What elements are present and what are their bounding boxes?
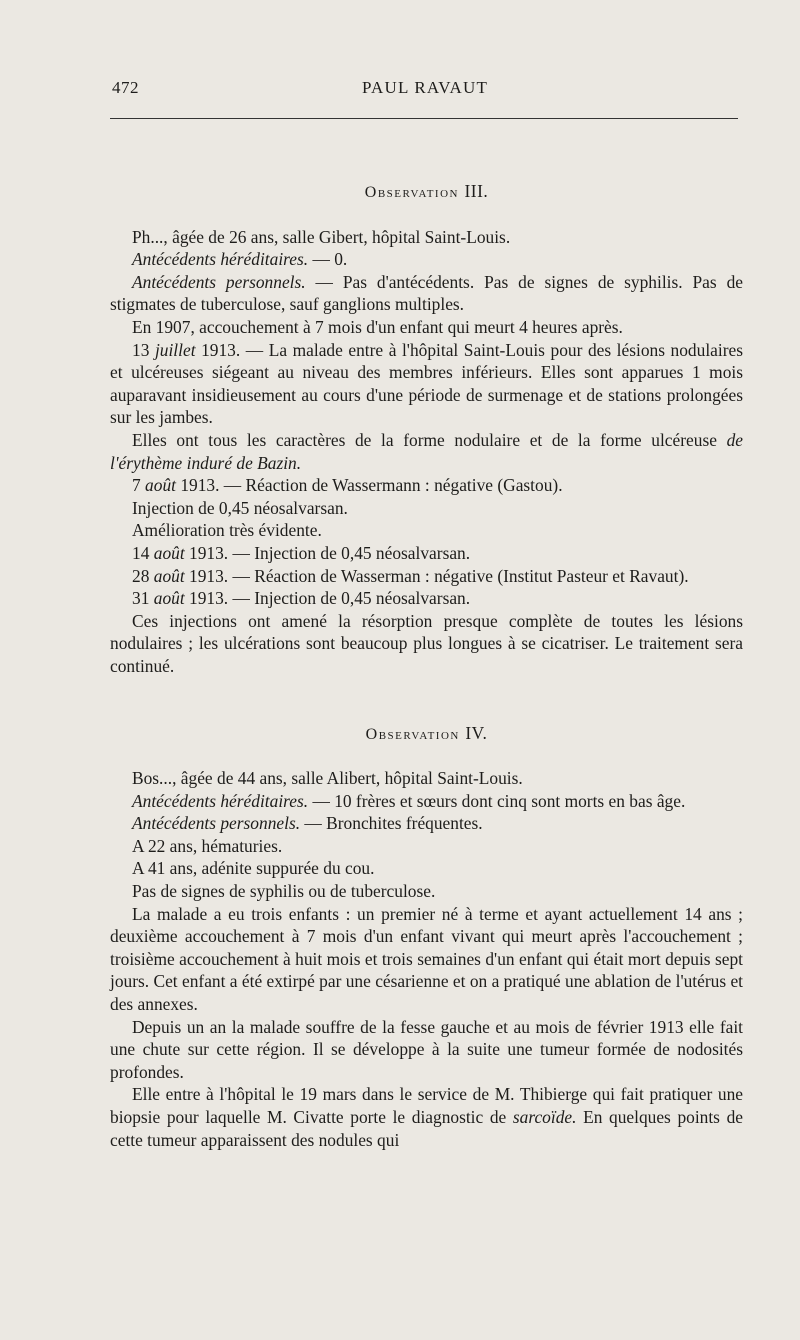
obs4-paragraph: Bos..., âgée de 44 ans, salle Alibert, hôpital Saint-Louis. [132, 768, 523, 789]
observation-3-title: Observation III. [364, 181, 489, 201]
obs3-paragraph: Amélioration très évidente. [132, 520, 322, 541]
obs3-paragraph: Ph..., âgée de 26 ans, salle Gibert, hôpital Saint-Louis. [132, 226, 511, 247]
obs4-paragraph: A 22 ans, hématuries. [132, 835, 283, 856]
obs3-paragraph: 31 août 1913. — Injection de 0,45 néosalvarsan. [132, 588, 471, 609]
obs3-paragraph: Antécédents héréditaires. — 0. [132, 249, 348, 270]
observation-4-title: Observation IV. [365, 723, 488, 744]
page-number: 472 [112, 78, 139, 97]
obs3-paragraph: Injection de 0,45 néosalvarsan. [132, 497, 348, 518]
obs4-paragraph: La malade a eu trois enfants : un premier né à terme et ayant actuellement 14 ans ; deuxième accouchement à 7 mois d'un enfant vivant qui meurt après l'accouchement ; troisième accouchement à huit mois et trois semaines d'un enfant qui était mort depuis sept jours. Cet enfant a été extirpé par une césarienne et on a pratiqué une ablation de l'utérus et des annexes. [110, 903, 743, 1014]
obs3-paragraph: 7 août 1913. — Réaction de Wassermann : négative (Gastou). [132, 475, 563, 496]
obs4-paragraph: Depuis un an la malade souffre de la fesse gauche et au mois de février 1913 elle fait une chute sur cette région. Il se développe à la suite une tumeur formée de nodosités profondes. [110, 1016, 743, 1082]
header-rule [110, 118, 738, 119]
obs3-paragraph: En 1907, accouchement à 7 mois d'un enfant qui meurt 4 heures après. [132, 316, 623, 337]
obs3-paragraph: 28 août 1913. — Réaction de Wasserman : négative (Institut Pasteur et Ravaut). [132, 565, 689, 586]
obs3-paragraph: 14 août 1913. — Injection de 0,45 néosalvarsan. [132, 542, 471, 563]
obs4-paragraph: Antécédents personnels. — Bronchites fréquentes. [132, 813, 483, 834]
obs4-paragraph: Pas de signes de syphilis ou de tuberculose. [132, 881, 436, 902]
running-title: PAUL RAVAUT [361, 78, 489, 97]
obs4-paragraph: Antécédents héréditaires. — 10 frères et sœurs dont cinq sont morts en bas âge. [132, 790, 686, 811]
obs3-paragraph: 13 juillet 1913. — La malade entre à l'hôpital Saint-Louis pour des lésions nodulaires et ulcéreuses siégeant au niveau des membres inférieurs. Elles sont apparues 1 mois auparavant insidieusement au cours d'une période de surmenage et de stations prolongées sur les jambes. [110, 339, 743, 428]
obs4-paragraph: A 41 ans, adénite suppurée du cou. [132, 858, 375, 879]
obs4-paragraph: Elle entre à l'hôpital le 19 mars dans le service de M. Thibierge qui fait pratiquer une biopsie pour laquelle M. Civatte porte le diagnostic de sarcoïde. En quelques points de cette tumeur apparaissent des nodules qui [110, 1084, 743, 1150]
page-body [110, 180, 743, 1151]
obs3-paragraph: Elles ont tous les caractères de la forme nodulaire et de la forme ulcéreuse de l'érythème induré de Bazin. [110, 429, 743, 473]
obs3-paragraph: Antécédents personnels. — Pas d'antécédents. Pas de signes de syphilis. Pas de stigmates de tuberculose, sauf ganglions multiples. [110, 271, 743, 315]
page-header [112, 78, 738, 102]
obs3-paragraph: Ces injections ont amené la résorption presque complète de toutes les lésions nodulaires ; les ulcérations sont beaucoup plus longues à se cicatriser. Le traitement sera continué. [110, 610, 743, 676]
